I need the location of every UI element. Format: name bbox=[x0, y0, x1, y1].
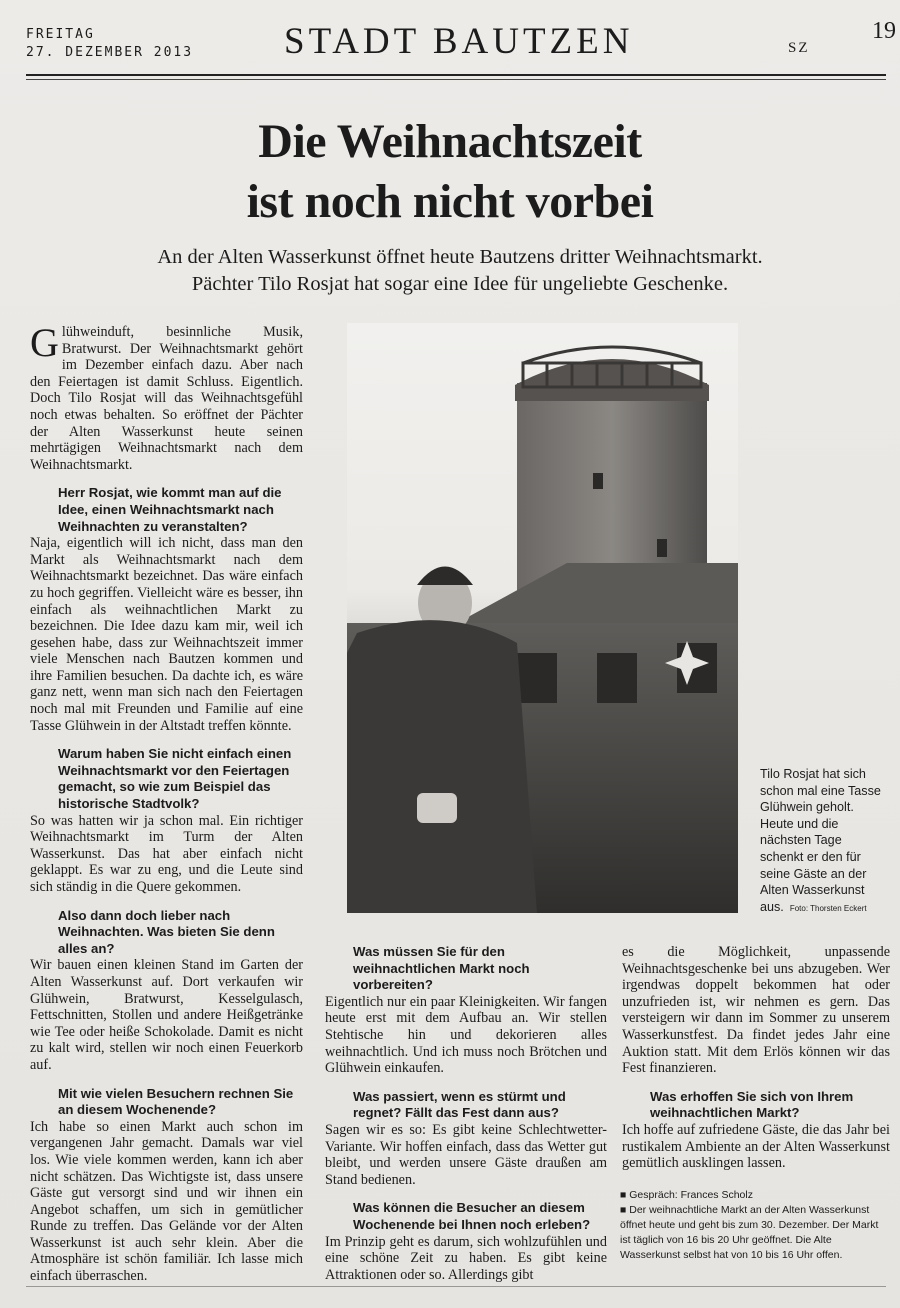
paper-logo: SZ bbox=[788, 40, 810, 56]
interview-question: Warum haben Sie nicht einfach einen Weihnachtsmarkt vor den Feiertagen gemacht, so wie zum Beispiel das historische Stadtvolk? bbox=[58, 746, 292, 812]
article-intro: Glühweinduft, besinnliche Musik, Bratwurst. Der Weihnachtsmarkt gehört im Dezember einfach dazu. Aber nach den Feiertagen ist damit Schluss. Eigentlich. Doch Tilo Rosjat will das Weihnachtsgefühl noch etwas behalten. So eröffnet der Pächter der Alten Wasserkunst heute seinen mehrtägigen Weihnachtsmarkt nach dem Weihnachtsmarkt. bbox=[30, 320, 303, 473]
info-box bbox=[620, 1188, 890, 1263]
subhead-line-1: An der Alten Wasserkunst öffnet heute Bautzens dritter Weihnachtsmarkt. bbox=[157, 246, 763, 268]
interview-question: Mit wie vielen Besuchern rechnen Sie an diesem Wochenende? bbox=[58, 1085, 294, 1118]
tower-photo-illustration bbox=[347, 323, 738, 913]
interview-question: Was erhoffen Sie sich von Ihrem weihnachtlichen Markt? bbox=[650, 1088, 854, 1121]
interview-question: Was müssen Sie für den weihnachtlichen Markt noch vorbereiten? bbox=[353, 944, 530, 993]
interview-answer: Eigentlich nur ein paar Kleinigkeiten. Wir fangen heute erst mit dem Aufbau an. Wir stellen Stehtische hin und dekorieren alles weihnachtlich. Und ich muss noch Brötchen und Glühwein einkaufen. bbox=[325, 993, 607, 1077]
interview-answer: Ich hoffe auf zufriedene Gäste, die das Jahr bei rustikalem Ambiente an der Alten Wasserkunst gemütlich ausklingen lassen. bbox=[622, 1121, 890, 1172]
page-number: 19 bbox=[872, 18, 896, 44]
issue-date bbox=[26, 26, 193, 62]
interview-answer: es die Möglichkeit, unpassende Weihnachtsgeschenke bei uns abzugeben. Wer irgendwas doppelt bekommen hat oder unzufrieden ist, wir nehmen es gern. Das versteigern wir dann im Sommer zu unserem Wasserkunstfest. Da findet jedes Jahr eine Auktion statt. Mit dem Erlös können wir das Fest finanzieren. bbox=[622, 944, 890, 1077]
article-column-2 bbox=[325, 928, 607, 1283]
interview-question: Also dann doch lieber nach Weihnachten. Was bieten Sie denn alles an? bbox=[58, 907, 275, 956]
interview-answer: Sagen wir es so: Es gibt keine Schlechtwetter-Variante. Wir hoffen einfach, dass das Wetter gut bleibt, und werden unsere Gäste draußen am Stand bedienen. bbox=[325, 1121, 607, 1188]
article-headline bbox=[100, 112, 800, 232]
photo-caption bbox=[760, 766, 885, 917]
header-rule bbox=[26, 74, 886, 76]
interview-answer: Naja, eigentlich will ich nicht, dass man den Markt als Weihnachtsmarkt nach dem Weihnachtsmarkt bezeichnet. Das wäre einfach zu hoch gegriffen. Vielleicht wäre es besser, ihn einfach als weihnachtlichen Markt zu bezeichnen. Die Idee dazu kam mir, weil ich gesehen habe, dass zur Weihnachtszeit immer viele Menschen nach Bautzen kommen und ihre Familien besuchen. Da dachte ich, es wäre ganz nett, wenn man sich nach den Feiertagen noch mal mit Freunden und Familie auf eine Tasse Glühwein in der Altstadt treffen könnte. bbox=[30, 535, 303, 734]
interview-credit: ■ Gespräch: Frances Scholz bbox=[620, 1189, 753, 1201]
article-photo bbox=[347, 323, 738, 913]
issue-date-text: 27. DEZEMBER 2013 bbox=[26, 45, 194, 60]
headline-line-1: Die Weihnachtszeit bbox=[258, 115, 642, 168]
interview-answer: So was hatten wir ja schon mal. Ein richtiger Weihnachtsmarkt im Turm der Alten Wasserkunst. Das hat aber einfach nicht geklappt. Es war zu eng, und die Leute sind sich ständig in die Quere gekommen. bbox=[30, 812, 303, 895]
interview-question: Was können die Besucher an diesem Wochenende bei Ihnen noch erleben? bbox=[353, 1200, 591, 1232]
drop-cap: G bbox=[30, 320, 59, 365]
article-subhead bbox=[80, 244, 840, 298]
photo-caption-text: Tilo Rosjat hat sich schon mal eine Tasse Glühwein geholt. Heute und die nächsten Tage schenkt er den für seine Gäste an der Alten Wasserkunst aus. bbox=[760, 767, 881, 914]
event-info: ■ Der weihnachtliche Markt an der Alten Wasserkunst öffnet heute und geht bis zum 30. Dezember. Der Markt ist täglich von 16 bis 20 Uhr geöffnet. Die Alte Wasserkunst selbst hat von 10 bis 16 Uhr offen. bbox=[620, 1204, 879, 1261]
article-column-3 bbox=[622, 944, 890, 1172]
footer-rule bbox=[26, 1286, 886, 1287]
interview-answer: Im Prinzip geht es darum, sich wohlzufühlen und eine schöne Zeit zu haben. Es gibt keine Attraktionen oder so. Allerdings gibt bbox=[325, 1233, 607, 1283]
subhead-line-2: Pächter Tilo Rosjat hat sogar eine Idee für ungeliebte Geschenke. bbox=[191, 273, 729, 295]
photo-credit: Foto: Thorsten Eckert bbox=[789, 903, 867, 913]
interview-answer: Ich habe so einen Markt auch schon im vergangenen Jahr gemacht. Damals war viel los. Wie viele kommen werden, kann ich aber nicht schätzen. Das Wichtigste ist, dass unsere Gäste gut versorgt sind und wir ihnen ein Angebot schaffen, um sich in gemütlicher Runde zu treffen. Das Gelände vor der Alten Wasserkunst ist auch sehr klein. Aber die Atmosphäre ist schön familiär. Ich lasse mich einfach überraschen. bbox=[30, 1118, 303, 1285]
interview-answer: Wir bauen einen kleinen Stand im Garten der Alten Wasserkunst auf. Dort verkaufen wir Glühwein, Bratwurst, Kesselgulasch, Fettschnitten, Stollen und andere Heißgetränke wie Tee oder heiße Schokolade. Damit es nicht zu kalt wird, stellen wir noch einen Feuerkorb auf. bbox=[30, 957, 303, 1073]
interview-question: Herr Rosjat, wie kommt man auf die Idee, einen Weihnachtsmarkt nach Weihnachten zu veranstalten? bbox=[58, 485, 282, 534]
article-column-1 bbox=[30, 320, 303, 1285]
headline-line-2: ist noch nicht vorbei bbox=[246, 175, 654, 228]
issue-weekday: FREITAG bbox=[26, 27, 95, 42]
section-title: STADT BAUTZEN bbox=[284, 21, 634, 62]
interview-question: Was passiert, wenn es stürmt und regnet? Fällt das Fest dann aus? bbox=[353, 1088, 566, 1121]
header-rule-thin bbox=[26, 79, 886, 80]
